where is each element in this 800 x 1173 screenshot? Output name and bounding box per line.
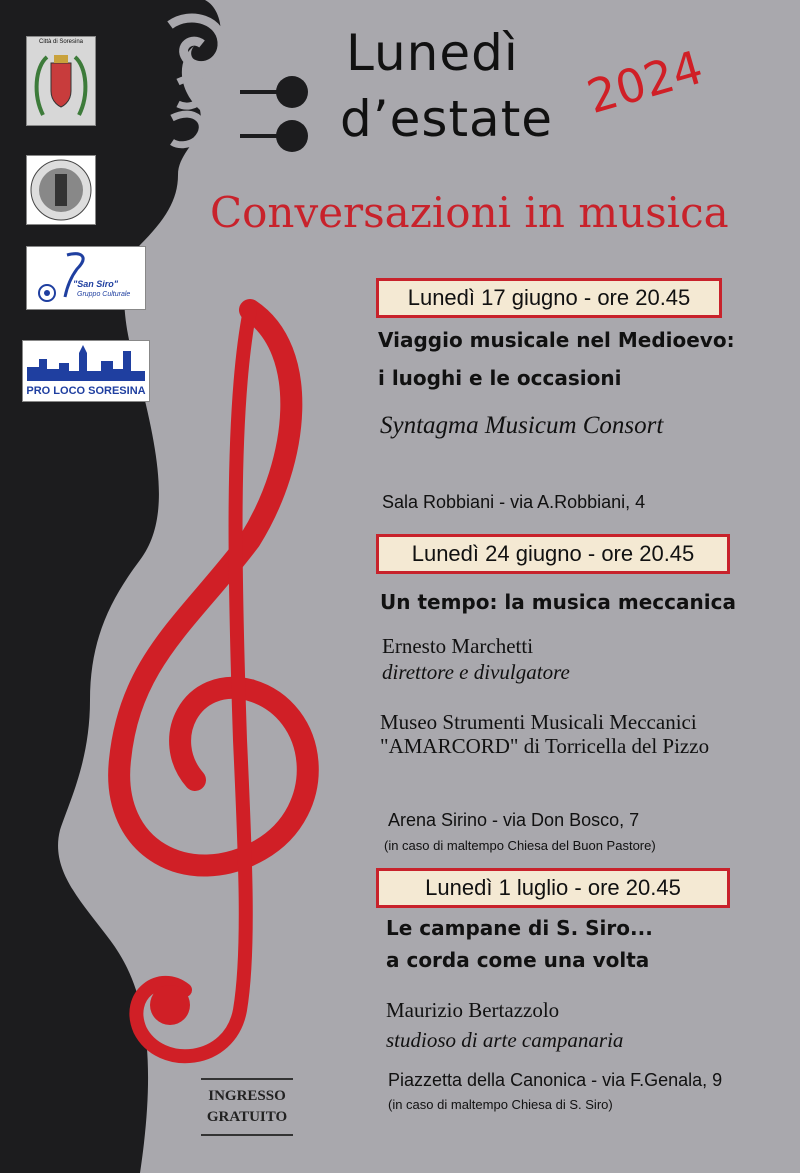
pro-loco-logo: PRO LOCO SORESINA [22, 340, 150, 402]
event-2-date: Lunedì 24 giugno - ore 20.45 [376, 534, 730, 574]
seal-icon [27, 156, 95, 224]
city-crest-logo: Città di Soresina [26, 36, 96, 126]
event-1-title-line1: Viaggio musicale nel Medioevo: [378, 328, 735, 352]
event-1-title-line2: i luoghi e le occasioni [378, 366, 622, 390]
free-line1: INGRESSO [208, 1088, 286, 1104]
event-1-venue: Sala Robbiani - via A.Robbiani, 4 [382, 492, 646, 512]
event-3-date: Lunedì 1 luglio - ore 20.45 [376, 868, 730, 908]
event-3-title-line2: a corda come una volta [386, 948, 650, 972]
event-2-title: Un tempo: la musica meccanica [380, 590, 736, 614]
title-line2: d’estate [340, 90, 554, 148]
skyline-icon [23, 341, 149, 383]
event-1-performer: Syntagma Musicum Consort [380, 412, 664, 439]
event-2-org-line1: Museo Strumenti Musicali Meccanici [380, 710, 697, 734]
san-siro-logo: "San Siro" Gruppo Culturale [26, 246, 146, 310]
event-2-org-line2: "AMARCORD" di Torricella del Pizzo [380, 734, 710, 758]
parish-seal-logo [26, 155, 96, 225]
event-3-speaker: Maurizio Bertazzolo [386, 998, 560, 1022]
event-3-role: studioso di arte campanaria [386, 1028, 624, 1052]
event-2-role: direttore e divulgatore [382, 660, 570, 684]
treble-clef-icon [100, 290, 340, 1080]
event-1-date: Lunedì 17 giugno - ore 20.45 [376, 278, 722, 318]
crest-icon [27, 45, 95, 123]
tuning-pegs-icon [240, 72, 310, 162]
free-entry-badge [198, 1078, 296, 1136]
bottom-rule [201, 1134, 293, 1136]
top-rule [201, 1078, 293, 1080]
subtitle: Conversazioni in musica [210, 188, 729, 237]
event-3-title-line1: Le campane di S. Siro... [386, 916, 653, 940]
title-line1: Lunedì [346, 24, 519, 82]
year-label: 2024 [581, 39, 709, 124]
event-2-venue: Arena Sirino - via Don Bosco, 7 [388, 810, 640, 830]
event-2-speaker: Ernesto Marchetti [382, 634, 534, 658]
free-line2: GRATUITO [206, 1109, 288, 1125]
event-3-venue: Piazzetta della Canonica - via F.Genala, 9 [388, 1070, 723, 1090]
quill-icon [27, 247, 145, 309]
event-2-note: (in caso di maltempo Chiesa del Buon Pastore) [384, 838, 656, 853]
event-3-note: (in caso di maltempo Chiesa di S. Siro) [388, 1097, 613, 1112]
